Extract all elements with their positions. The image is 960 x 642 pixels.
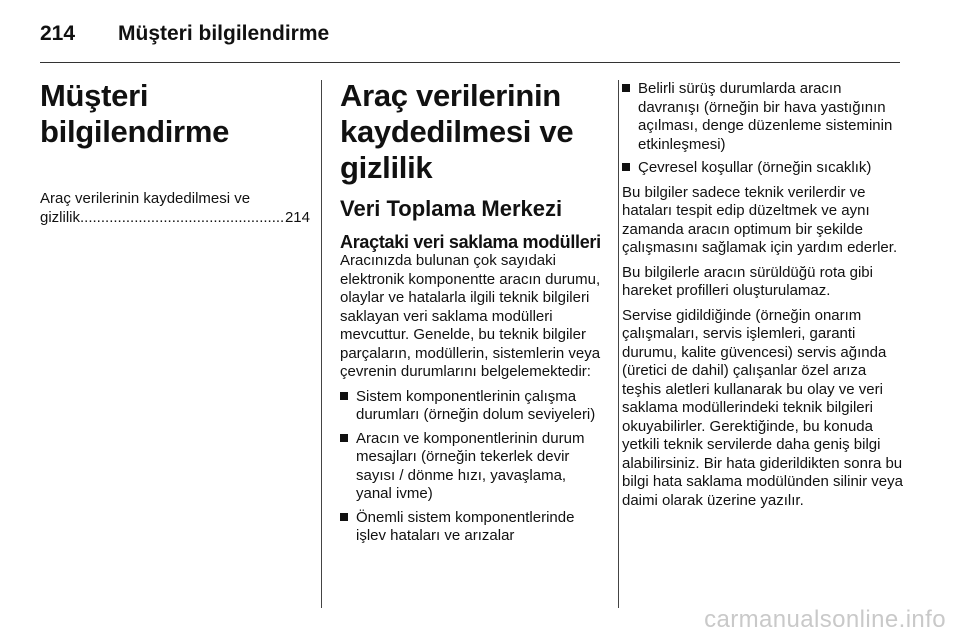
- list-item: [622, 159, 904, 178]
- toc-entry-line2: gizlilik: [40, 208, 81, 226]
- column-right: [622, 72, 904, 516]
- square-bullet-icon: [340, 513, 348, 521]
- table-of-contents: [40, 190, 310, 227]
- square-bullet-icon: [340, 434, 348, 442]
- subsection-title: Veri Toplama Merkezi: [340, 196, 563, 221]
- list-item-text: Aracın ve komponentlerinin durum mesajları (örneğin tekerlek devir sayısı / dönme hızı, yavaşlama, yanal ivme): [356, 429, 585, 502]
- paragraph: Servise gidildiğinde (örneğin onarım çalışmaları, servis işlemleri, garanti durumu, kalite güvencesi) servis ağında (üretici de dahil) çalışanlar özel arıza teşhis aletleri kullanarak bu olay ve veri saklama modüllerindeki teknik bilgileri okuyabilirler. Gerektiğinde, bu konuda yetkili teknik servilerde daha geniş bilgi alabilirsiniz. Bir hata giderildikten sonra bu bilgi hata saklama modülünden silinir veya daimi olarak üzerine yazılır.: [622, 306, 903, 509]
- square-bullet-icon: [340, 392, 348, 400]
- paragraph: Bu bilgilerle aracın sürüldüğü rota gibi hareket profilleri oluşturulamaz.: [622, 263, 873, 299]
- watermark: carmanualsonline.info: [704, 606, 946, 633]
- list-item: [340, 509, 604, 546]
- page-header: [40, 14, 900, 63]
- toc-leader-dots: [80, 209, 283, 228]
- list-item: [622, 80, 904, 154]
- list-item: [340, 388, 604, 425]
- page-number: 214: [40, 22, 76, 45]
- column-middle: [340, 72, 604, 552]
- toc-page-number: 214: [284, 208, 310, 226]
- square-bullet-icon: [622, 84, 630, 92]
- bullet-list: [622, 80, 904, 178]
- column-divider: [618, 80, 619, 608]
- chapter-title: Müşteri bilgilendirme: [40, 78, 230, 149]
- column-divider: [321, 80, 322, 608]
- list-item-text: Sistem komponentlerinin çalışma durumları (örneğin dolum seviyeleri): [356, 387, 596, 423]
- intro-paragraph: Aracınızda bulunan çok sayıdaki elektronik komponentte aracın durumu, olaylar ve hatalarla ilgili teknik bilgileri saklayan veri saklama modülleri mevcuttur. Genelde, bu teknik bilgiler parçaların, modüllerin, sistemlerin veya çevrenin durumlarını belgelemektedir:: [340, 252, 601, 380]
- list-item-text: Önemli sistem komponentlerinde işlev hataları ve arızalar: [356, 508, 575, 544]
- bullet-list: [340, 388, 604, 546]
- section-title: Araç verilerinin kaydedilmesi ve gizlilik: [340, 78, 574, 185]
- toc-entry-line1[interactable]: Araç verilerinin kaydedilmesi ve: [40, 190, 251, 207]
- paragraph: Bu bilgiler sadece teknik verilerdir ve hataları tespit edip düzeltmek ve aynı zamanda aracın optimum bir şekilde çalışmasını sağlamak için yardım ederler.: [622, 183, 898, 256]
- column-left: [40, 72, 310, 227]
- list-item: [340, 430, 604, 504]
- list-item-text: Çevresel koşullar (örneğin sıcaklık): [638, 159, 872, 176]
- subheading: Araçtaki veri saklama modülleri: [340, 232, 601, 252]
- square-bullet-icon: [622, 163, 630, 171]
- list-item-text: Belirli sürüş durumlarda aracın davranışı (örneğin bir hava yastığının açılması, denge düzenleme sisteminin etkinleşmesi): [638, 80, 893, 153]
- toc-entry[interactable]: [40, 209, 310, 228]
- running-title: Müşteri bilgilendirme: [118, 22, 330, 45]
